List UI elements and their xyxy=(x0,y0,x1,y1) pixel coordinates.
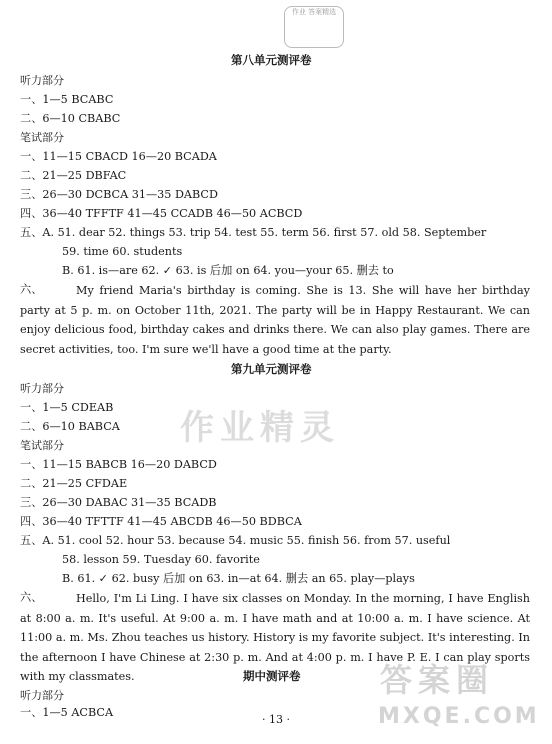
unit8-written-heading: 笔试部分 xyxy=(20,131,64,144)
midterm-listening-heading: 听力部分 xyxy=(20,689,64,702)
unit8-written-5b: 59. time 60. students xyxy=(62,245,183,258)
unit9-written-5c: B. 61. ✓ 62. busy 后加 on 63. in—at 64. 删去 an 65. play—plays xyxy=(62,572,415,585)
bottom-watermark: 答案圈 xyxy=(380,661,495,699)
unit8-written-6-label: 六、 xyxy=(20,283,43,296)
unit9-written-4: 四、36—40 TFTTF 41—45 ABCDB 46—50 BDBCA xyxy=(20,515,302,528)
unit9-written-6-label: 六、 xyxy=(20,591,43,604)
unit8-written-4: 四、36—40 TFFTF 41—45 CCADB 46—50 ACBCD xyxy=(20,207,303,220)
unit9-written-5b: 58. lesson 59. Tuesday 60. favorite xyxy=(62,553,260,566)
unit9-listening-2: 二、6—10 BABCA xyxy=(20,420,120,433)
unit8-written-3: 三、26—30 DCBCA 31—35 DABCD xyxy=(20,188,218,201)
unit9-title: 第九单元测评卷 xyxy=(231,362,312,376)
unit8-title: 第八单元测评卷 xyxy=(231,53,312,67)
midterm-title: 期中测评卷 xyxy=(243,669,301,683)
unit8-written-2: 二、21—25 DBFAC xyxy=(20,169,127,182)
unit8-written-1: 一、11—15 CBACD 16—20 BCADA xyxy=(20,150,217,163)
page-number: · 13 · xyxy=(262,713,290,726)
unit9-listening-heading: 听力部分 xyxy=(20,382,64,395)
center-watermark: 作业精灵 xyxy=(180,408,340,448)
unit8-written-5c: B. 61. is—are 62. ✓ 63. is 后加 on 64. you—your 65. 删去 to xyxy=(62,264,394,277)
unit9-written-heading: 笔试部分 xyxy=(20,439,64,452)
midterm-listening-1: 一、1—5 ACBCA xyxy=(20,706,114,719)
unit8-listening-1: 一、1—5 BCABC xyxy=(20,93,114,106)
unit9-written-6-essay: Hello, I'm Li Ling. I have six classes on Monday. In the morning, I have English at 8:00 a. m. It's useful. At 9:00 a. m. I have math and at 10:00 a. m. I have science. At 11:00 a. m. Ms. Zhou teaches us history. History is my favorite subject. It's interesting. In the afternoon I have Chinese at 2:30 p. m. And at 4:00 p. m. I have P. E. I can play sports with my classmates. xyxy=(20,592,530,683)
unit9-written-2: 二、21—25 CFDAE xyxy=(20,477,128,490)
unit8-written-6-essay: My friend Maria's birthday is coming. She is 13. She will have her birthday party at 5 p. m. on October 11th, 2021. The party will be in Happy Restaurant. We can enjoy delicious food, birthday cakes and drinks there. We can also play games. There are secret activities, too. I'm sure we'll have a good time at the party. xyxy=(20,284,530,356)
corner-stamp: 作业 答案精选 xyxy=(284,6,344,48)
unit8-listening-heading: 听力部分 xyxy=(20,74,64,87)
unit8-listening-2: 二、6—10 CBABC xyxy=(20,112,121,125)
unit9-written-5a: 五、A. 51. cool 52. hour 53. because 54. music 55. finish 56. from 57. useful xyxy=(20,534,451,547)
unit9-written-3: 三、26—30 DABAC 31—35 BCADB xyxy=(20,496,217,509)
bottom-watermark-url: MXQE.COM xyxy=(378,704,540,729)
unit9-written-1: 一、11—15 BABCB 16—20 DABCD xyxy=(20,458,217,471)
unit8-written-5a: 五、A. 51. dear 52. things 53. trip 54. test 55. term 56. first 57. old 58. September xyxy=(20,226,487,239)
unit9-listening-1: 一、1—5 CDEAB xyxy=(20,401,114,414)
